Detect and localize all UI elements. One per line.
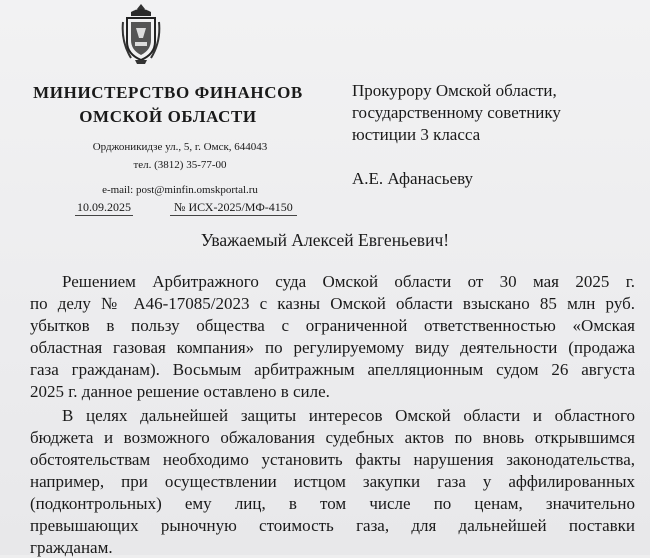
ministry-phone: тел. (3812) 35-77-00 [133, 159, 227, 171]
ministry-line-1: МИНИСТЕРСТВО ФИНАНСОВ [33, 83, 303, 102]
recipient-block [352, 80, 642, 146]
body-line: убытков в пользу общества с ограниченной ответственностью «Омская [30, 316, 635, 335]
salutation: Уважаемый Алексей Евгеньевич! [200, 230, 450, 250]
letter-date: 10.09.2025 [77, 200, 131, 214]
letter-number: № ИСХ-2025/МФ-4150 [170, 200, 297, 216]
ministry-name [28, 81, 308, 129]
body-line: превышающих рыночную стоимость газа, для дальнейшей поставки [30, 516, 635, 535]
body-line: обстоятельствам необходимо установить факты нарушения законодательства, [30, 450, 635, 469]
body-line: бюджета и возможного обжалования судебных актов по вновь открывшимся [30, 428, 635, 447]
body-line: (подконтрольных) ему лиц, в том числе по ценам, значительно [30, 494, 635, 513]
body-line: 2025 г. данное решение оставлено в силе. [30, 382, 330, 401]
body-line: по делу № А46-17085/2023 с казны Омской области взыскано 85 млн руб. [30, 294, 635, 313]
body-line: гражданам. [30, 538, 113, 557]
ministry-line-2: ОМСКОЙ ОБЛАСТИ [79, 107, 257, 126]
coat-of-arms-emblem [121, 2, 161, 66]
recipient-line-2: государственному советнику [352, 103, 561, 122]
body-line: В целях дальнейшей защиты интересов Омской области и областного [62, 406, 635, 425]
recipient-line-3: юстиции 3 класса [352, 125, 481, 144]
body-line: газа гражданам). Восьмым арбитражным апелляционным судом 26 августа [30, 360, 635, 379]
recipient-line-1: Прокурору Омской области, [352, 81, 557, 100]
body-line: например, при осуществлении истцом закупки газа у аффилированных [30, 472, 635, 491]
body-line: областная газовая компания» по регулируемому виду деятельности (продажа [30, 338, 635, 357]
recipient-name: А.Е. Афанасьеву [352, 169, 474, 188]
ministry-address: Орджоникидзе ул., 5, г. Омск, 644043 [92, 141, 268, 153]
ministry-email: e-mail: post@minfin.omskportal.ru [102, 184, 258, 196]
body-line: Решением Арбитражного суда Омской области от 30 мая 2025 г. [62, 272, 635, 291]
